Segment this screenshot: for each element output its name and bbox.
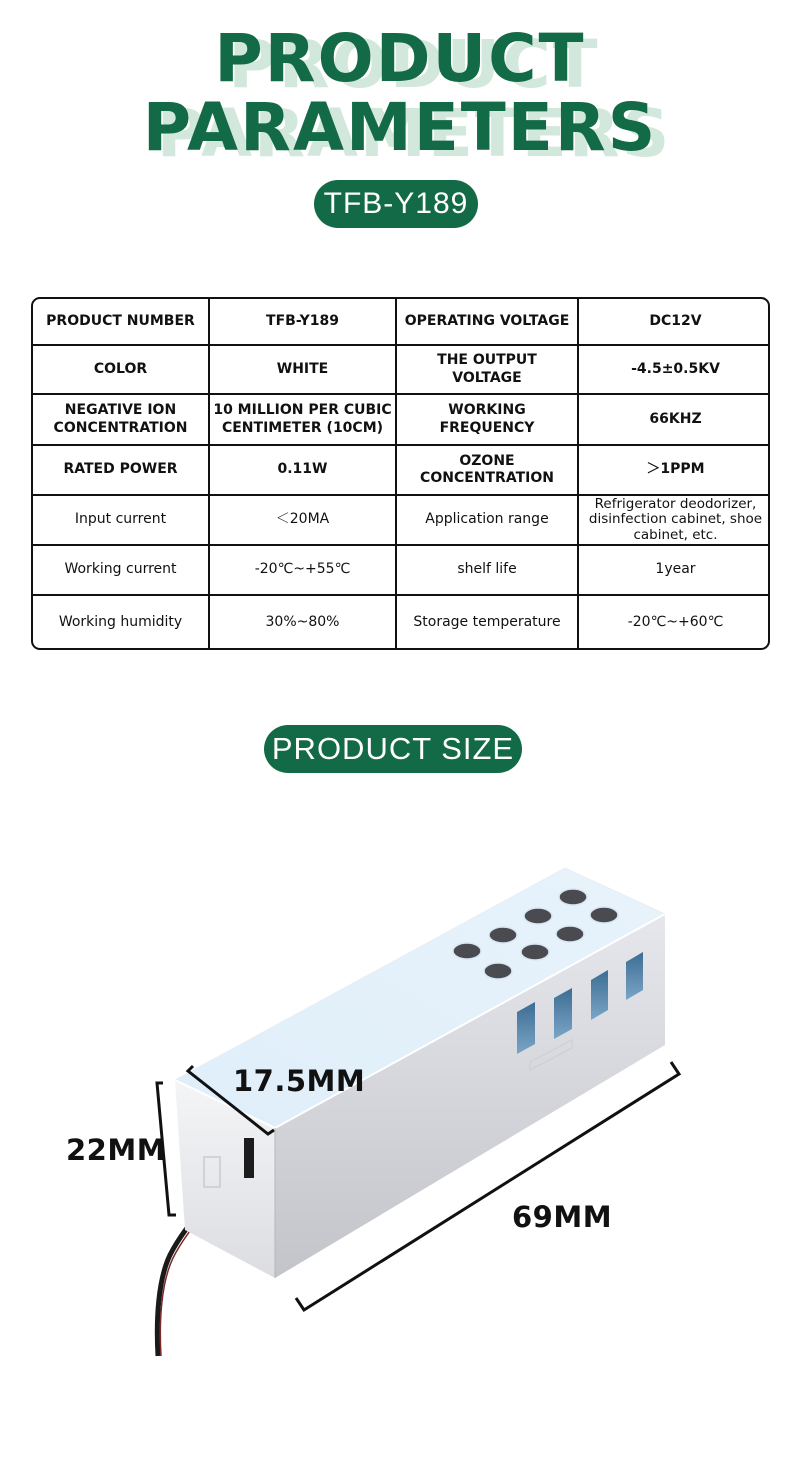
spec-label: Storage temperature [396,595,578,650]
spec-label: Working humidity [33,595,209,650]
table-row [33,394,770,445]
width-dimension-label: 17.5MM [233,1064,366,1098]
spec-value: ＜20MA [209,495,396,545]
spec-label: NEGATIVE ION CONCENTRATION [33,394,209,445]
title-line-1: PRODUCT [214,20,586,97]
spec-value: -20℃~+60℃ [578,595,770,650]
spec-value: DC12V [578,299,770,345]
length-dimension-label: 69MM [512,1200,613,1234]
spec-value: 66KHZ [578,394,770,445]
table-row [33,495,770,545]
table-row [33,345,770,394]
spec-value: Refrigerator deodorizer, disinfection cabinet, shoe cabinet, etc. [578,495,770,545]
spec-label: THE OUTPUT VOLTAGE [396,345,578,394]
spec-value: -20℃~+55℃ [209,545,396,595]
spec-value: TFB-Y189 [209,299,396,345]
spec-label: Input current [33,495,209,545]
height-dimension-label: 22MM [66,1133,167,1167]
spec-label: WORKING FREQUENCY [396,394,578,445]
spec-label: PRODUCT NUMBER [33,299,209,345]
spec-label: OPERATING VOLTAGE [396,299,578,345]
spec-table [31,297,770,650]
product-illustration [0,840,800,1380]
model-badge: TFB-Y189 [314,180,478,228]
spec-label: Working current [33,545,209,595]
spec-label: COLOR [33,345,209,394]
spec-value: 30%~80% [209,595,396,650]
table-row [33,595,770,650]
title-line-2: PARAMETERS [142,89,658,166]
spec-label: RATED POWER [33,445,209,495]
spec-value: WHITE [209,345,396,394]
product-size-badge: PRODUCT SIZE [264,725,522,773]
spec-value: -4.5±0.5KV [578,345,770,394]
spec-label: Application range [396,495,578,545]
spec-label: OZONE CONCENTRATION [396,445,578,495]
table-row [33,445,770,495]
spec-label: shelf life [396,545,578,595]
spec-value: 10 MILLION PER CUBIC CENTIMETER (10CM) [209,394,396,445]
table-row [33,299,770,345]
table-row [33,545,770,595]
cable-port [244,1138,254,1178]
spec-value: 1year [578,545,770,595]
spec-value: ＞1PPM [578,445,770,495]
spec-value: 0.11W [209,445,396,495]
